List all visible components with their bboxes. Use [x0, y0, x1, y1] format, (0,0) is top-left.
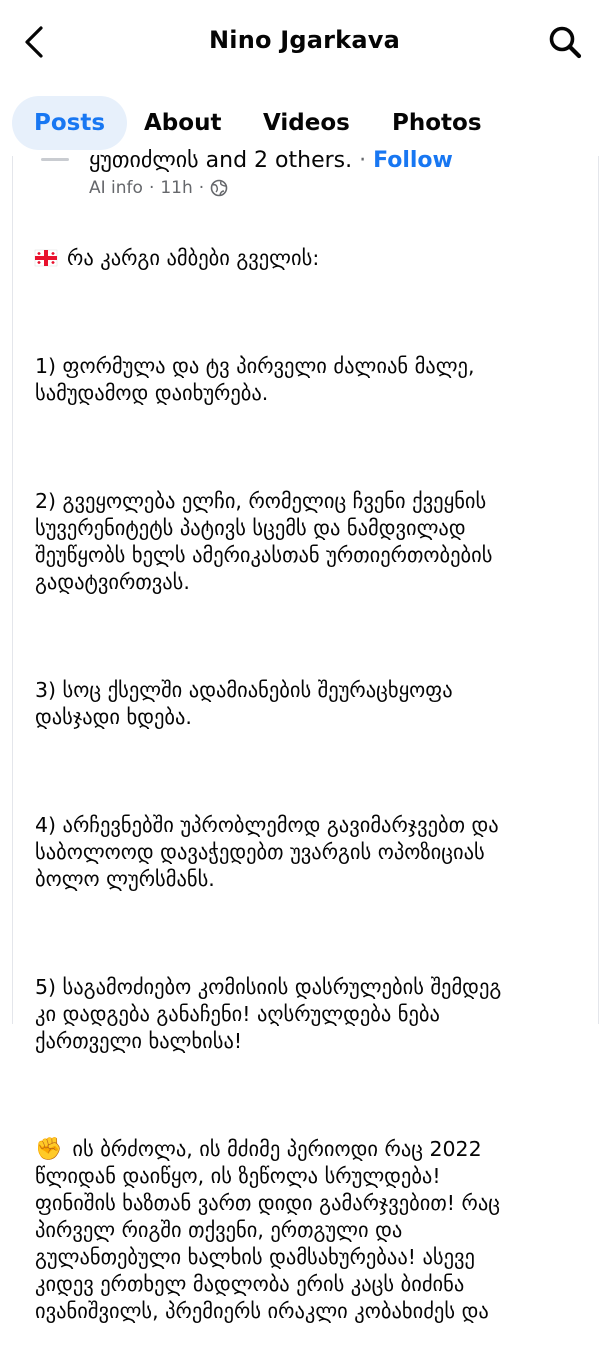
separator-dot: ·	[352, 148, 374, 173]
author-names[interactable]: ყუთიძლის and 2 others.	[89, 148, 353, 173]
tab-photos[interactable]: Photos	[392, 110, 482, 136]
top-bar	[0, 0, 609, 84]
post-author-line	[89, 148, 453, 173]
page-title: Nino Jgarkava	[209, 26, 400, 54]
globe-icon	[210, 179, 228, 197]
ai-info-link[interactable]: AI info	[89, 178, 143, 198]
avatar[interactable]	[41, 146, 71, 176]
search-button[interactable]	[543, 20, 587, 64]
meta-separator: ·	[148, 178, 155, 198]
tab-about[interactable]: About	[144, 110, 222, 136]
post-card	[12, 148, 599, 1323]
post-intro: რა კარგი ამბები გველის:	[67, 246, 320, 270]
raised-fist-icon: ✊	[35, 1137, 63, 1162]
tab-posts[interactable]: Posts	[12, 96, 127, 150]
post-meta	[89, 178, 228, 198]
post-closing-wrap	[35, 1136, 595, 1325]
post-paragraph-5: 5) საგამოძიებო კომისიის დასრულების შემდეგ კი დადგება განაჩენი! აღსრულდება ნება ქართველი ხალხისა!	[35, 975, 502, 1053]
post-intro-line	[35, 245, 595, 272]
search-icon	[548, 25, 582, 59]
tab-videos[interactable]: Videos	[263, 110, 350, 136]
post-paragraph-4: 4) არჩევნებში უპრობლემოდ გავიმარჯვებთ და საბოლოოდ დავაჭედებთ უვარგის ოპოზიციას ბოლო ლურსმანს.	[35, 813, 499, 891]
post-closing: ის ბრძოლა, ის მძიმე პერიოდი რაც 2022 წლიდან დაიწყო, ის ზეწოლა სრულდება! ფინიშის ხაზთან ვართ დიდი გამარჯვებით! რაც პირველ რიგში თქვენი, ერთგული და გულანთებული ხალხის დამსახურებაა! ასევე კიდევ ერთხელ მადლობა ერის კაცს ბიძინა ივანიშვილს, პრემიერს ირაკლი კობახიძეს და	[35, 1137, 500, 1323]
meta-separator: ·	[198, 178, 205, 198]
profile-tabs	[0, 92, 609, 152]
post-time[interactable]: 11h	[160, 178, 193, 198]
post-paragraph-1: 1) ფორმულა და ტვ პირველი ძალიან მალე, სამუდამოდ დაიხურება.	[35, 354, 475, 405]
follow-button[interactable]: Follow	[373, 148, 453, 173]
georgia-flag-icon	[35, 250, 57, 266]
post-paragraph-2: 2) გვეყოლება ელჩი, რომელიც ჩვენი ქვეყნის სუვერენიტეტს პატივს სცემს და ნამდვილად შეუწყობს ხელს ამერიკასთან ურთიერთობების გადატვირთვას.	[35, 489, 493, 594]
post-paragraph-3: 3) სოც ქსელში ადამიანების შეურაცხყოფა დასჯადი ხდება.	[35, 678, 453, 729]
post-body	[35, 218, 595, 1352]
